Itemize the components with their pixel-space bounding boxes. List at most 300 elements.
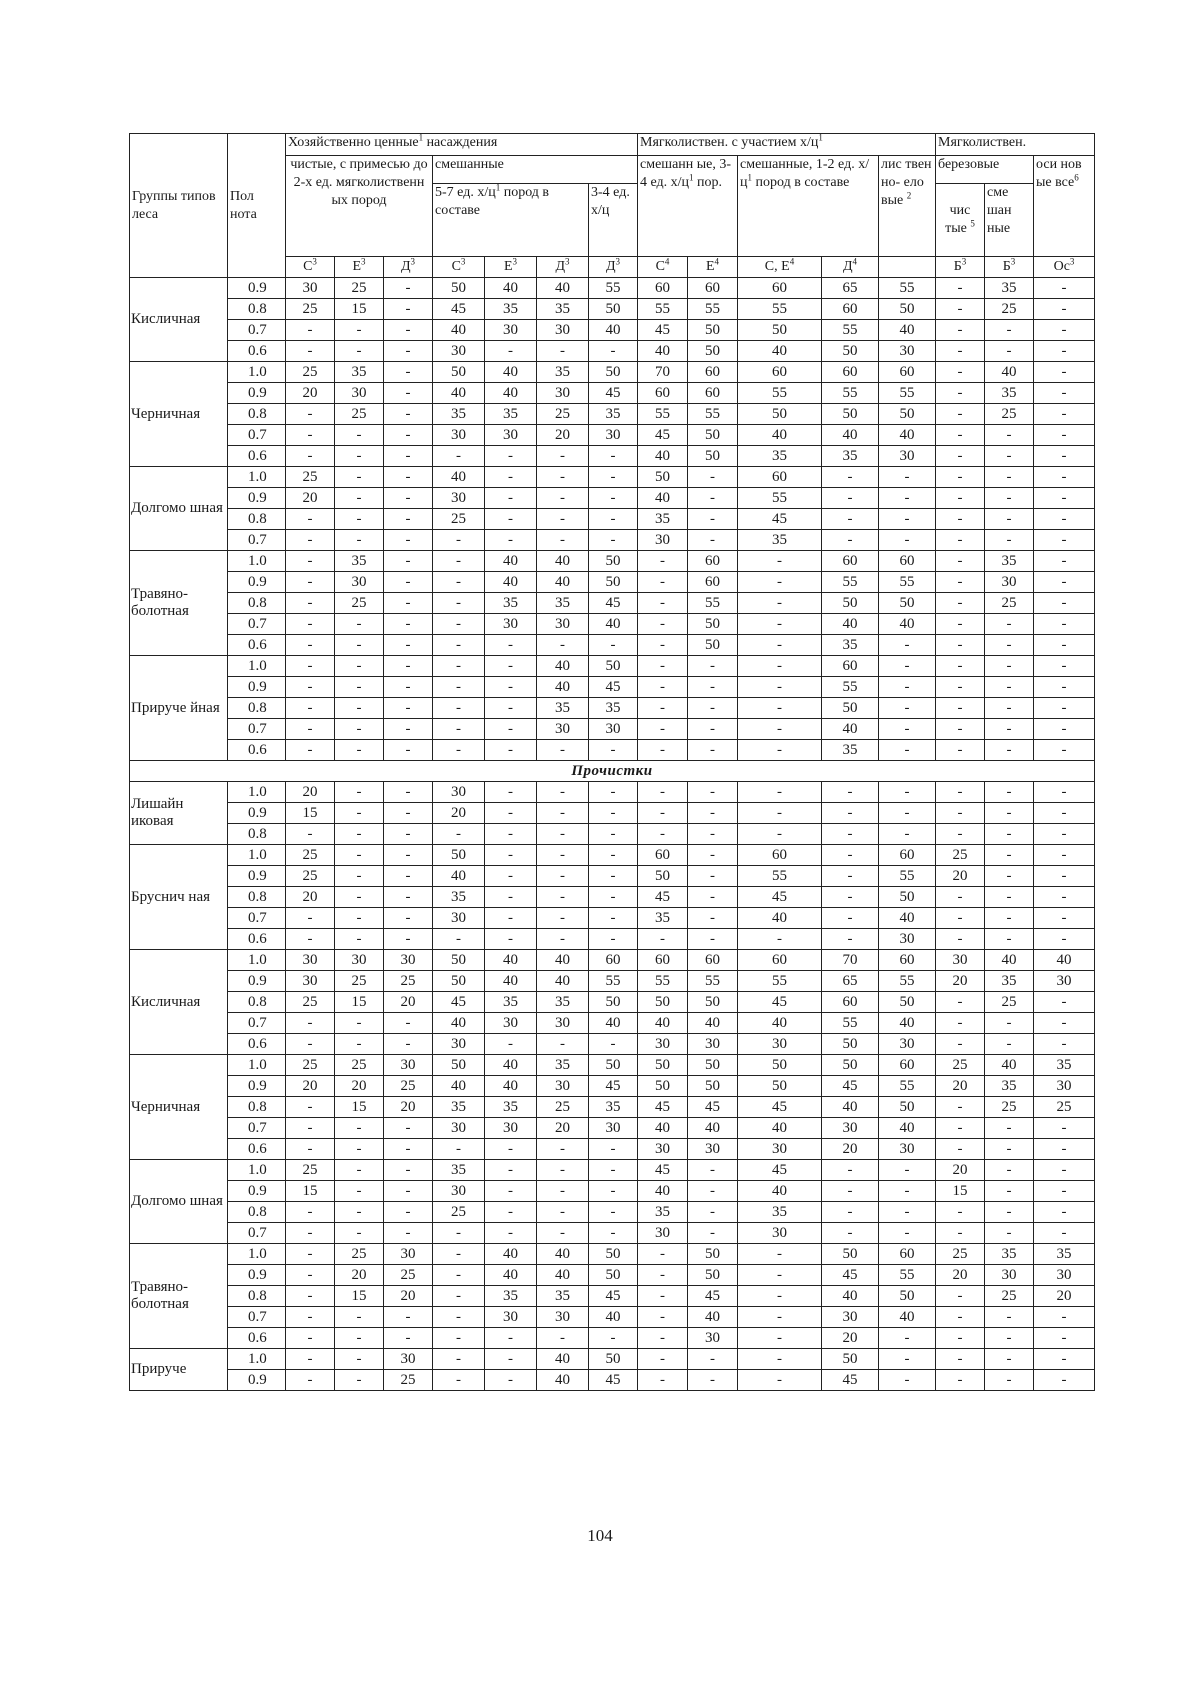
value-cell: 30 [638, 1034, 688, 1055]
value-cell: 45 [638, 1097, 688, 1118]
polnota-cell: 0.7 [228, 320, 286, 341]
value-cell: - [433, 614, 485, 635]
value-cell: - [335, 1034, 384, 1055]
value-cell: - [485, 677, 537, 698]
value-cell: - [485, 698, 537, 719]
value-cell: - [384, 656, 433, 677]
value-cell: - [384, 635, 433, 656]
value-cell: - [1034, 1013, 1095, 1034]
table-row [130, 1181, 1095, 1202]
value-cell: 45 [589, 1286, 638, 1307]
table-row [130, 908, 1095, 929]
value-cell: - [985, 698, 1034, 719]
value-cell: 30 [335, 950, 384, 971]
value-cell: - [286, 530, 335, 551]
value-cell: 30 [537, 1076, 589, 1097]
value-cell: - [822, 488, 879, 509]
value-cell: - [1034, 1139, 1095, 1160]
value-cell: 40 [485, 1244, 537, 1265]
value-cell: 40 [537, 656, 589, 677]
table-row [130, 467, 1095, 488]
value-cell: 45 [738, 1097, 822, 1118]
value-cell: - [286, 1265, 335, 1286]
value-cell: - [738, 677, 822, 698]
value-cell: - [879, 509, 936, 530]
value-cell: - [688, 1181, 738, 1202]
value-cell: 30 [985, 1265, 1034, 1286]
value-cell: - [1034, 992, 1095, 1013]
table-row [130, 803, 1095, 824]
value-cell: - [433, 1265, 485, 1286]
value-cell: 40 [738, 908, 822, 929]
value-cell: 30 [537, 383, 589, 404]
value-cell: - [537, 1181, 589, 1202]
value-cell: - [384, 1139, 433, 1160]
value-cell: 40 [537, 551, 589, 572]
value-cell: - [638, 635, 688, 656]
value-cell: - [822, 509, 879, 530]
table-row [130, 992, 1095, 1013]
header-mixed-34: 3-4 ед. х/ц [589, 183, 638, 256]
value-cell: 35 [433, 404, 485, 425]
value-cell: - [985, 929, 1034, 950]
value-cell: - [286, 677, 335, 698]
value-cell: - [638, 1328, 688, 1349]
value-cell: - [335, 908, 384, 929]
value-cell: 55 [822, 320, 879, 341]
table-row [130, 299, 1095, 320]
value-cell: - [638, 698, 688, 719]
value-cell: - [537, 530, 589, 551]
value-cell: - [738, 1328, 822, 1349]
value-cell: - [638, 1307, 688, 1328]
value-cell: 35 [433, 1160, 485, 1181]
header-mixed-ml-34: смешанн ые, 3-4 ед. $х/ц^1$ пор. [638, 156, 738, 257]
value-cell: - [638, 929, 688, 950]
value-cell: - [485, 1181, 537, 1202]
forest-type-name: Кисличная [130, 950, 228, 1055]
value-cell: - [822, 866, 879, 887]
value-cell: - [433, 530, 485, 551]
value-cell: 20 [286, 887, 335, 908]
value-cell: 30 [433, 908, 485, 929]
species-header: $Е^3$ [485, 257, 537, 278]
value-cell: - [433, 1223, 485, 1244]
value-cell: 35 [485, 593, 537, 614]
value-cell: 50 [589, 656, 638, 677]
value-cell: 45 [589, 1370, 638, 1391]
value-cell: 60 [688, 362, 738, 383]
value-cell: - [537, 929, 589, 950]
value-cell: - [384, 614, 433, 635]
value-cell: 45 [433, 992, 485, 1013]
value-cell: 45 [638, 1160, 688, 1181]
table-row [130, 572, 1095, 593]
value-cell: - [985, 782, 1034, 803]
value-cell: 30 [879, 1034, 936, 1055]
value-cell: 20 [384, 1097, 433, 1118]
value-cell: - [433, 929, 485, 950]
value-cell: - [384, 425, 433, 446]
value-cell: - [485, 1223, 537, 1244]
table-row [130, 1055, 1095, 1076]
table-row [130, 677, 1095, 698]
forest-type-name: Лишайн иковая [130, 782, 228, 845]
value-cell: 60 [738, 362, 822, 383]
value-cell: - [286, 635, 335, 656]
value-cell: 20 [1034, 1286, 1095, 1307]
value-cell: - [1034, 698, 1095, 719]
value-cell: - [985, 908, 1034, 929]
value-cell: - [1034, 803, 1095, 824]
value-cell: 45 [589, 1076, 638, 1097]
value-cell: - [638, 782, 688, 803]
table-row [130, 866, 1095, 887]
value-cell: 35 [985, 551, 1034, 572]
value-cell: - [485, 1034, 537, 1055]
value-cell: 50 [688, 341, 738, 362]
value-cell: - [335, 887, 384, 908]
value-cell: 40 [822, 425, 879, 446]
value-cell: - [384, 719, 433, 740]
value-cell: - [384, 1118, 433, 1139]
value-cell: 25 [985, 992, 1034, 1013]
value-cell: - [738, 551, 822, 572]
value-cell: - [936, 698, 985, 719]
value-cell: - [688, 698, 738, 719]
table-row [130, 1223, 1095, 1244]
value-cell: - [335, 677, 384, 698]
value-cell: 60 [638, 845, 688, 866]
value-cell: - [589, 341, 638, 362]
value-cell: 30 [384, 1055, 433, 1076]
value-cell: 35 [822, 740, 879, 761]
value-cell: - [936, 635, 985, 656]
value-cell: 30 [537, 1013, 589, 1034]
value-cell: - [335, 1118, 384, 1139]
value-cell: - [879, 1328, 936, 1349]
value-cell: 35 [433, 1097, 485, 1118]
value-cell: - [286, 719, 335, 740]
value-cell: 50 [688, 1076, 738, 1097]
value-cell: - [384, 782, 433, 803]
value-cell: 30 [822, 1307, 879, 1328]
value-cell: - [638, 740, 688, 761]
value-cell: - [936, 782, 985, 803]
table-row [130, 614, 1095, 635]
value-cell: - [688, 845, 738, 866]
polnota-cell: 0.8 [228, 404, 286, 425]
value-cell: - [485, 1160, 537, 1181]
value-cell: 60 [822, 362, 879, 383]
value-cell: - [936, 740, 985, 761]
polnota-cell: 1.0 [228, 1244, 286, 1265]
value-cell: 45 [738, 887, 822, 908]
table-row [130, 1160, 1095, 1181]
header-clean: чистые, с примесью до 2-х ед. мягколиственн ых пород [286, 156, 433, 257]
value-cell: - [985, 803, 1034, 824]
value-cell: 50 [433, 362, 485, 383]
value-cell: - [1034, 635, 1095, 656]
species-header: $Ос^3$ [1034, 257, 1095, 278]
value-cell: 60 [822, 299, 879, 320]
value-cell: - [485, 1349, 537, 1370]
table-row [130, 425, 1095, 446]
table-row [130, 404, 1095, 425]
value-cell: 20 [335, 1265, 384, 1286]
value-cell: - [537, 845, 589, 866]
value-cell: 20 [936, 866, 985, 887]
value-cell: - [335, 656, 384, 677]
value-cell: - [638, 593, 688, 614]
value-cell: - [384, 299, 433, 320]
value-cell: - [433, 572, 485, 593]
forest-type-name: Травяно- болотная [130, 1244, 228, 1349]
value-cell: - [936, 614, 985, 635]
value-cell: 50 [688, 425, 738, 446]
value-cell: 25 [433, 509, 485, 530]
value-cell: - [286, 656, 335, 677]
value-cell: - [688, 824, 738, 845]
value-cell: 60 [879, 950, 936, 971]
value-cell: - [384, 1013, 433, 1034]
value-cell: 55 [822, 383, 879, 404]
value-cell: - [433, 1307, 485, 1328]
value-cell: - [335, 1139, 384, 1160]
section-row [130, 761, 1095, 782]
value-cell: 55 [879, 971, 936, 992]
value-cell: - [537, 1202, 589, 1223]
value-cell: 40 [485, 1076, 537, 1097]
value-cell: - [936, 278, 985, 299]
value-cell: - [433, 740, 485, 761]
value-cell: 45 [688, 1097, 738, 1118]
forest-type-name: Черничная [130, 1055, 228, 1160]
table-row [130, 488, 1095, 509]
value-cell: - [335, 1160, 384, 1181]
value-cell: 50 [433, 278, 485, 299]
value-cell: 55 [738, 299, 822, 320]
value-cell: 40 [537, 971, 589, 992]
value-cell: 35 [537, 698, 589, 719]
table-row [130, 1244, 1095, 1265]
value-cell: - [1034, 530, 1095, 551]
value-cell: - [1034, 908, 1095, 929]
value-cell: - [985, 1349, 1034, 1370]
value-cell: - [537, 341, 589, 362]
value-cell: 60 [589, 950, 638, 971]
value-cell: 60 [879, 845, 936, 866]
value-cell: 50 [589, 551, 638, 572]
table-row [130, 1328, 1095, 1349]
value-cell: - [384, 320, 433, 341]
value-cell: - [485, 446, 537, 467]
value-cell: - [589, 845, 638, 866]
value-cell: 50 [638, 1055, 688, 1076]
value-cell: - [638, 1370, 688, 1391]
polnota-cell: 0.9 [228, 488, 286, 509]
value-cell: 25 [384, 1076, 433, 1097]
value-cell: - [485, 740, 537, 761]
value-cell: - [384, 803, 433, 824]
value-cell: - [335, 614, 384, 635]
value-cell: - [985, 1139, 1034, 1160]
value-cell: - [688, 1160, 738, 1181]
value-cell: - [537, 509, 589, 530]
value-cell: - [589, 509, 638, 530]
value-cell: 50 [879, 992, 936, 1013]
value-cell: 30 [286, 278, 335, 299]
value-cell: 35 [485, 992, 537, 1013]
value-cell: - [384, 530, 433, 551]
value-cell: 50 [638, 467, 688, 488]
value-cell: - [537, 1034, 589, 1055]
value-cell: 60 [638, 950, 688, 971]
value-cell: 35 [985, 383, 1034, 404]
value-cell: 50 [688, 614, 738, 635]
value-cell: - [738, 1370, 822, 1391]
value-cell: 35 [738, 446, 822, 467]
value-cell: - [985, 488, 1034, 509]
value-cell: - [688, 782, 738, 803]
value-cell: 35 [1034, 1055, 1095, 1076]
value-cell: - [384, 1181, 433, 1202]
value-cell: - [738, 1244, 822, 1265]
value-cell: - [985, 614, 1034, 635]
value-cell: 45 [589, 677, 638, 698]
value-cell: - [688, 740, 738, 761]
value-cell: 40 [638, 1181, 688, 1202]
value-cell: 50 [589, 992, 638, 1013]
table-row [130, 824, 1095, 845]
polnota-cell: 0.7 [228, 1013, 286, 1034]
value-cell: - [537, 782, 589, 803]
value-cell: - [936, 1223, 985, 1244]
value-cell: 50 [589, 1265, 638, 1286]
value-cell: - [384, 1328, 433, 1349]
value-cell: 50 [879, 593, 936, 614]
value-cell: - [537, 803, 589, 824]
value-cell: 25 [335, 1244, 384, 1265]
value-cell: 50 [589, 299, 638, 320]
value-cell: 45 [433, 299, 485, 320]
value-cell: - [485, 635, 537, 656]
polnota-cell: 0.6 [228, 635, 286, 656]
value-cell: - [485, 488, 537, 509]
value-cell: 20 [537, 425, 589, 446]
value-cell: 55 [879, 572, 936, 593]
table-row [130, 929, 1095, 950]
value-cell: 20 [936, 1160, 985, 1181]
value-cell: - [335, 1013, 384, 1034]
value-cell: - [589, 635, 638, 656]
forest-type-name: Травяно- болотная [130, 551, 228, 656]
table-row [130, 950, 1095, 971]
value-cell: 40 [433, 320, 485, 341]
value-cell: 50 [822, 1034, 879, 1055]
value-cell: - [688, 887, 738, 908]
polnota-cell: 1.0 [228, 1055, 286, 1076]
polnota-cell: 0.7 [228, 425, 286, 446]
value-cell: - [589, 488, 638, 509]
value-cell: - [985, 845, 1034, 866]
value-cell: - [688, 467, 738, 488]
polnota-cell: 0.6 [228, 1328, 286, 1349]
value-cell: 60 [688, 572, 738, 593]
value-cell: - [286, 404, 335, 425]
table-row [130, 530, 1095, 551]
value-cell: 40 [1034, 950, 1095, 971]
value-cell: 25 [286, 992, 335, 1013]
value-cell: - [822, 929, 879, 950]
value-cell: - [822, 887, 879, 908]
table-row [130, 719, 1095, 740]
value-cell: 25 [384, 971, 433, 992]
value-cell: 50 [822, 341, 879, 362]
value-cell: 25 [433, 1202, 485, 1223]
value-cell: - [485, 1328, 537, 1349]
polnota-cell: 0.9 [228, 803, 286, 824]
value-cell: 50 [879, 299, 936, 320]
value-cell: - [985, 1160, 1034, 1181]
value-cell: - [485, 509, 537, 530]
value-cell: 15 [335, 1286, 384, 1307]
value-cell: - [985, 740, 1034, 761]
table-row [130, 509, 1095, 530]
value-cell: 30 [879, 341, 936, 362]
value-cell: - [936, 1370, 985, 1391]
value-cell: 40 [879, 425, 936, 446]
table-row [130, 635, 1095, 656]
value-cell: - [879, 1202, 936, 1223]
value-cell: 40 [985, 1055, 1034, 1076]
value-cell: 30 [433, 1181, 485, 1202]
value-cell: 50 [688, 1265, 738, 1286]
value-cell: - [335, 467, 384, 488]
value-cell: - [738, 593, 822, 614]
polnota-cell: 0.7 [228, 908, 286, 929]
table-row [130, 341, 1095, 362]
value-cell: - [1034, 719, 1095, 740]
value-cell: 50 [879, 404, 936, 425]
value-cell: - [537, 488, 589, 509]
value-cell: 25 [936, 1055, 985, 1076]
value-cell: - [384, 278, 433, 299]
value-cell: - [879, 824, 936, 845]
value-cell: - [485, 530, 537, 551]
value-cell: - [335, 1349, 384, 1370]
value-cell: 20 [822, 1139, 879, 1160]
value-cell: - [638, 1265, 688, 1286]
value-cell: 40 [589, 320, 638, 341]
value-cell: - [589, 782, 638, 803]
value-cell: - [537, 1328, 589, 1349]
value-cell: 60 [738, 467, 822, 488]
species-header: $Д^3$ [537, 257, 589, 278]
value-cell: 40 [738, 1181, 822, 1202]
value-cell: - [936, 1286, 985, 1307]
value-cell: 25 [985, 593, 1034, 614]
value-cell: - [335, 1202, 384, 1223]
value-cell: 30 [485, 425, 537, 446]
value-cell: 25 [335, 1055, 384, 1076]
value-cell: 50 [879, 887, 936, 908]
value-cell: 30 [638, 1223, 688, 1244]
value-cell: 40 [485, 1265, 537, 1286]
polnota-cell: 0.8 [228, 1286, 286, 1307]
value-cell: - [433, 593, 485, 614]
value-cell: 55 [688, 299, 738, 320]
